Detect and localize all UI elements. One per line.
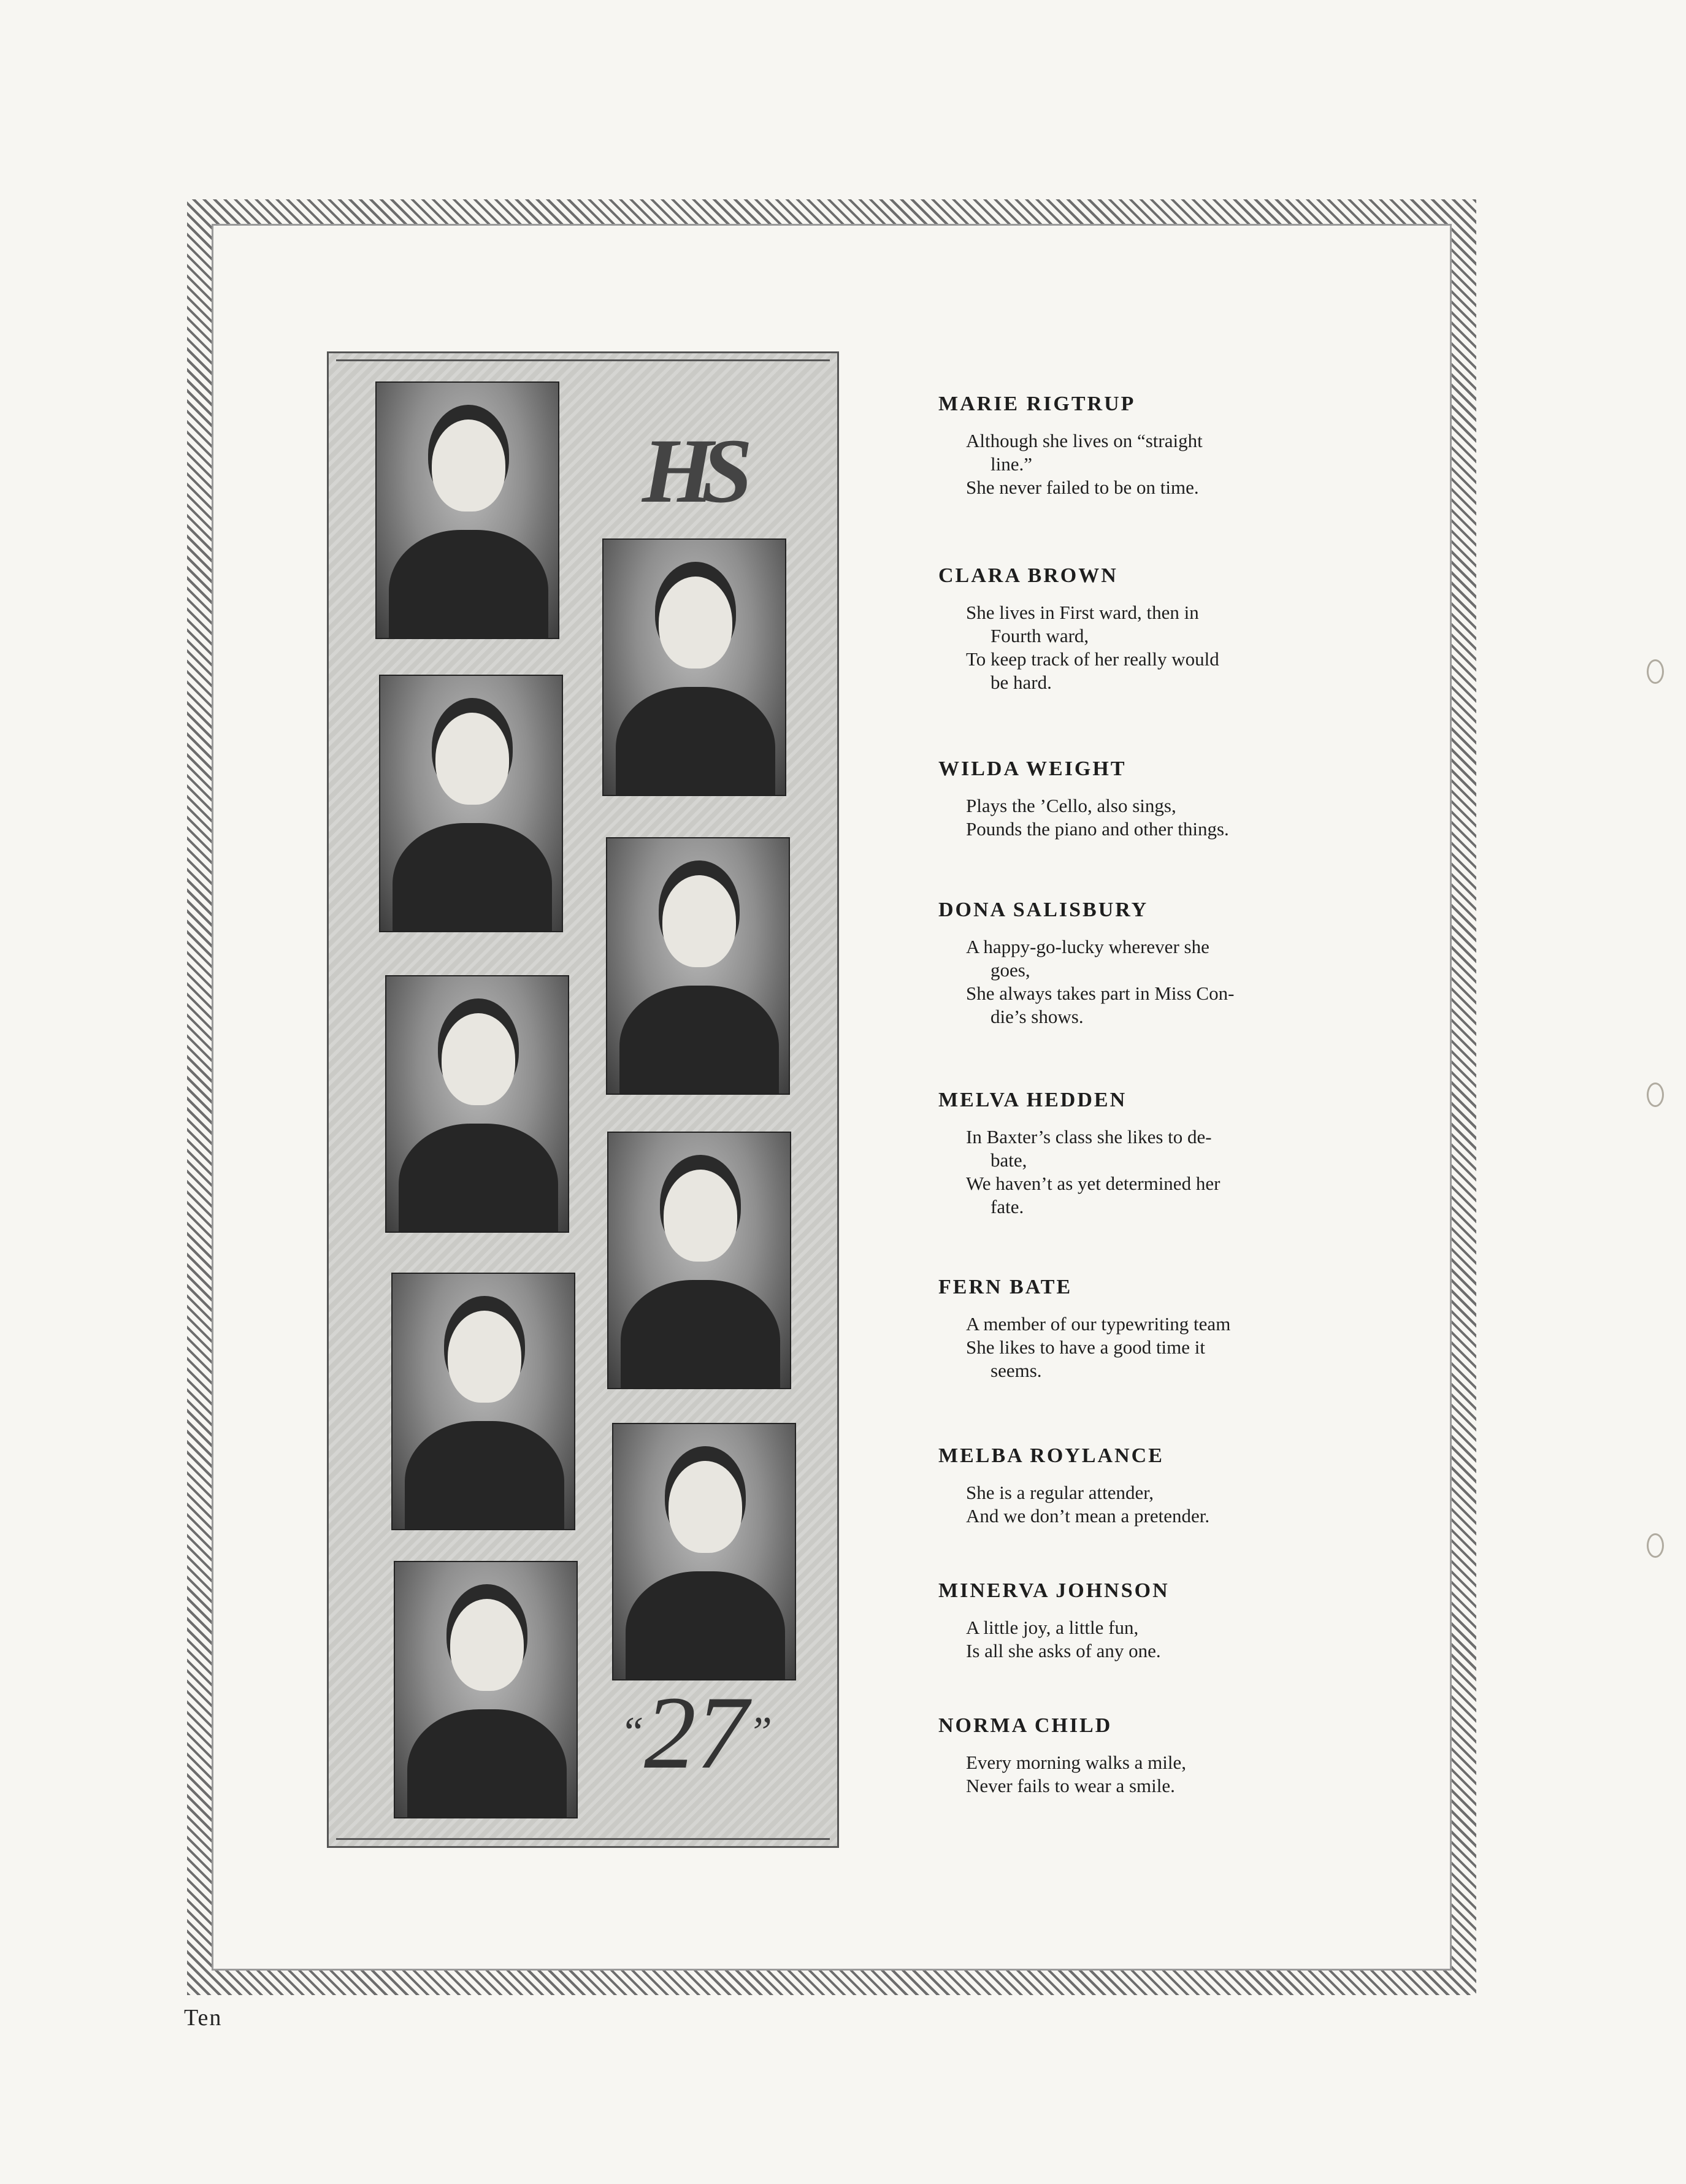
student-portrait — [602, 538, 786, 796]
binder-hole — [1647, 659, 1664, 684]
verse-line: fate. — [991, 1196, 1024, 1217]
student-portrait — [385, 975, 569, 1233]
verse-text — [966, 601, 1368, 694]
portrait-body — [619, 986, 779, 1095]
portrait-body — [616, 687, 775, 796]
verse-line: Is all she asks of any one. — [966, 1640, 1161, 1661]
verse-line: Plays the ’Cello, also sings, — [966, 795, 1176, 816]
verse-line: be hard. — [991, 672, 1052, 693]
verse-line: We haven’t as yet determined her — [966, 1173, 1220, 1194]
verse-line: A member of our typewriting team — [966, 1313, 1231, 1335]
verse-line: Although she lives on “straight — [966, 430, 1203, 451]
verse-entry — [938, 393, 1368, 499]
student-name: MELBA ROYLANCE — [938, 1444, 1164, 1467]
verse-line: She is a regular attender, — [966, 1482, 1154, 1503]
verse-line: In Baxter’s class she likes to de- — [966, 1126, 1212, 1148]
portrait-body — [621, 1280, 780, 1389]
portrait-head — [664, 1170, 737, 1262]
panel-top-rule — [336, 359, 830, 361]
student-name: MINERVA JOHNSON — [938, 1579, 1170, 1602]
portrait-head — [435, 713, 509, 805]
binder-hole — [1647, 1082, 1664, 1107]
binder-hole — [1647, 1533, 1664, 1558]
verse-entry — [938, 1089, 1368, 1219]
verse-text — [966, 794, 1368, 841]
verse-text — [966, 1312, 1368, 1382]
verse-line: She never failed to be on time. — [966, 477, 1199, 498]
class-year-mark: “27” — [620, 1675, 772, 1790]
student-portrait — [612, 1423, 796, 1680]
verse-entry — [938, 757, 1368, 841]
verse-line: She always takes part in Miss Con- — [966, 983, 1235, 1004]
verse-entry — [938, 899, 1368, 1029]
verse-line: goes, — [991, 959, 1030, 981]
verse-entry — [938, 564, 1368, 694]
verse-text — [966, 935, 1368, 1029]
student-name: WILDA WEIGHT — [938, 757, 1127, 780]
student-name: NORMA CHILD — [938, 1714, 1113, 1737]
verse-line: Fourth ward, — [991, 625, 1089, 646]
student-name: MELVA HEDDEN — [938, 1089, 1127, 1111]
verse-line: seems. — [991, 1360, 1042, 1381]
student-name: FERN BATE — [938, 1276, 1073, 1298]
verse-text — [966, 1616, 1368, 1663]
student-name: MARIE RIGTRUP — [938, 393, 1136, 415]
panel-bottom-rule — [336, 1838, 830, 1840]
portrait-body — [405, 1421, 564, 1530]
verse-entry — [938, 1444, 1368, 1528]
portrait-body — [407, 1709, 567, 1818]
student-name: CLARA BROWN — [938, 564, 1118, 587]
verse-line: She likes to have a good time it — [966, 1336, 1206, 1358]
student-portrait — [391, 1273, 575, 1530]
verse-text — [966, 429, 1368, 499]
portrait-head — [659, 577, 732, 669]
verse-entry — [938, 1579, 1368, 1663]
portrait-head — [669, 1461, 742, 1553]
portrait-body — [626, 1571, 785, 1680]
student-portrait — [606, 837, 790, 1095]
verse-entry — [938, 1276, 1368, 1382]
verse-entry — [938, 1714, 1368, 1798]
verse-line: Pounds the piano and other things. — [966, 818, 1229, 840]
verse-text — [966, 1751, 1368, 1798]
portrait-head — [448, 1311, 521, 1403]
verse-line: She lives in First ward, then in — [966, 602, 1199, 623]
verse-text — [966, 1481, 1368, 1528]
student-portrait — [375, 381, 559, 639]
verse-line: Every morning walks a mile, — [966, 1752, 1186, 1773]
student-name: DONA SALISBURY — [938, 899, 1149, 921]
verse-text — [966, 1125, 1368, 1219]
portrait-head — [432, 420, 505, 512]
verse-line: And we don’t mean a pretender. — [966, 1505, 1210, 1527]
verse-line: A little joy, a little fun, — [966, 1617, 1139, 1638]
student-portrait — [379, 675, 563, 932]
verse-line: bate, — [991, 1149, 1027, 1171]
portrait-head — [662, 875, 736, 967]
verse-line: die’s shows. — [991, 1006, 1084, 1027]
portrait-head — [450, 1599, 524, 1691]
school-emblem-logo: HS — [642, 420, 741, 522]
verse-line: Never fails to wear a smile. — [966, 1775, 1175, 1796]
page-number: Ten — [184, 2005, 223, 2031]
portrait-body — [393, 823, 552, 932]
portrait-body — [399, 1124, 558, 1233]
student-portrait — [607, 1132, 791, 1389]
portrait-head — [442, 1013, 515, 1105]
verse-line: To keep track of her really would — [966, 648, 1219, 670]
verse-line: A happy-go-lucky wherever she — [966, 936, 1209, 957]
verse-line: line.” — [991, 453, 1032, 475]
student-portrait — [394, 1561, 578, 1818]
portrait-body — [389, 530, 548, 639]
